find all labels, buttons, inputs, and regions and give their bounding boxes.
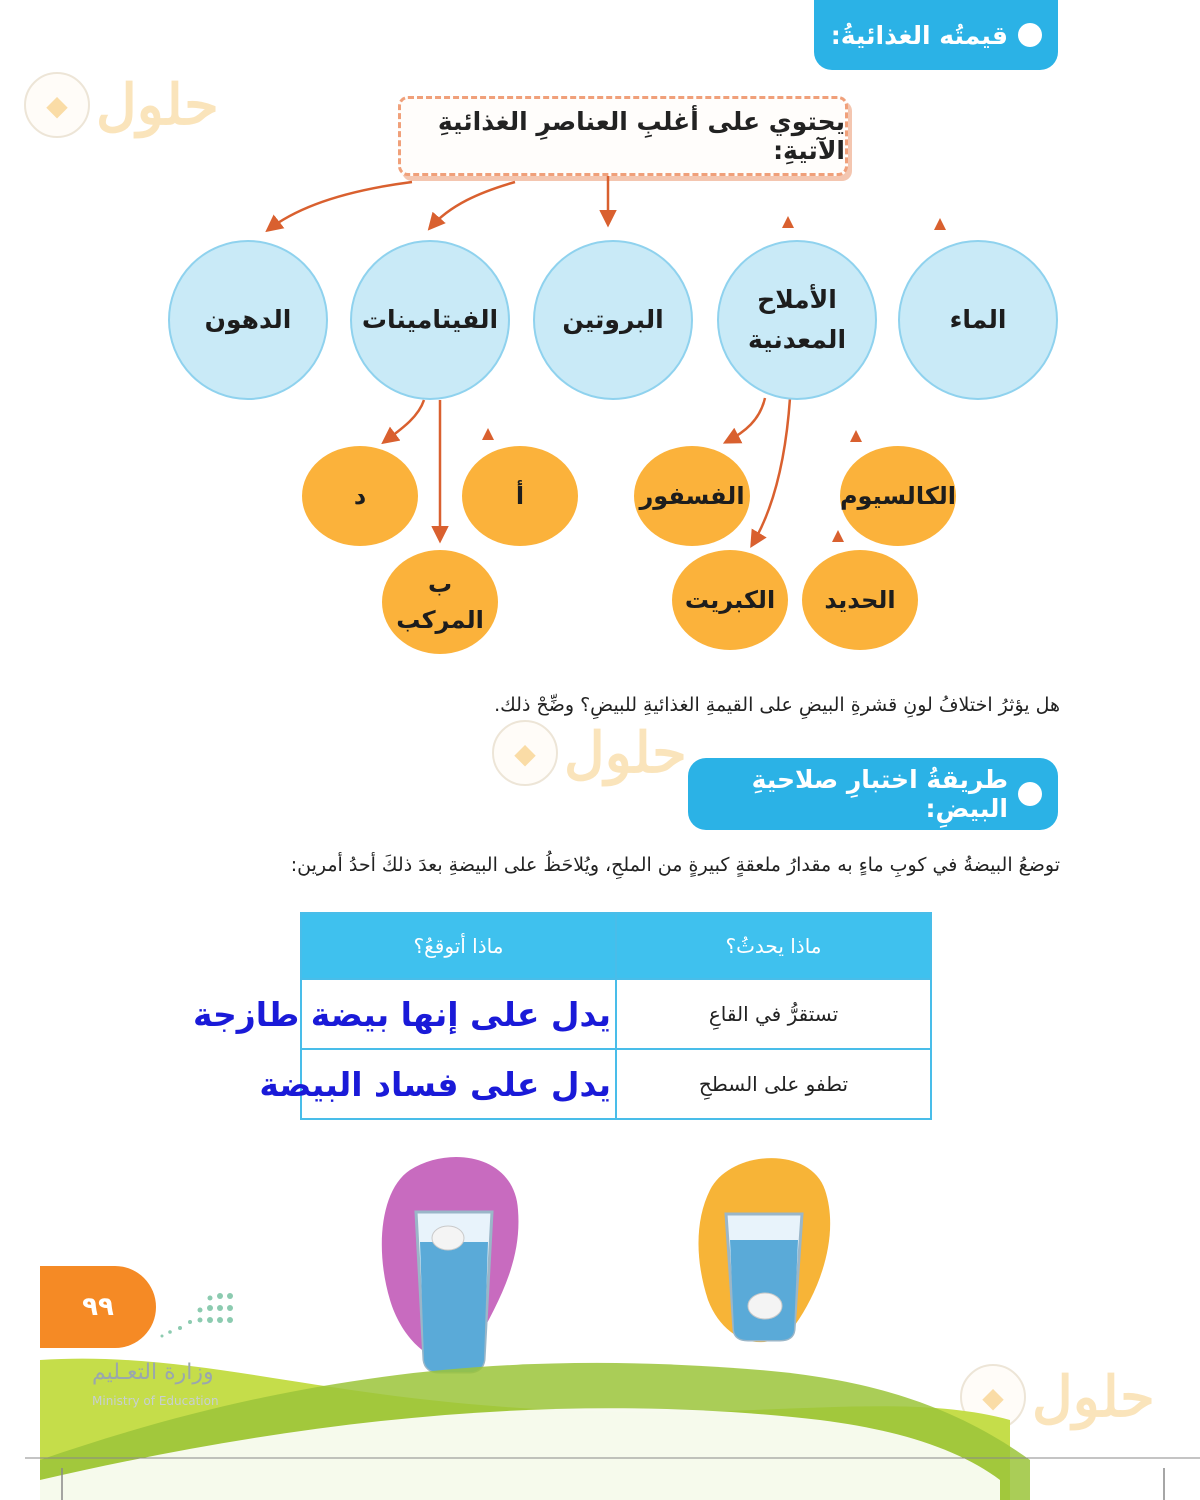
node-iron-label: الحديد <box>824 586 896 614</box>
table-row <box>301 979 931 1049</box>
diagram-header: يحتوي على أغلبِ العناصرِ الغذائيةِ الآتيةِ: <box>398 96 848 176</box>
node-calcium <box>840 446 956 546</box>
node-sulfur-label: الكبريت <box>684 586 776 614</box>
node-vitamin-b-label-2: المركب <box>396 606 484 634</box>
node-vitamin-a <box>462 446 578 546</box>
arrowhead-vit-a <box>482 428 494 440</box>
node-vitamin-b <box>382 550 498 654</box>
table-header-happens: ماذا يحدثُ؟ <box>616 913 931 979</box>
node-vitamins-label: الفيتامينات <box>361 305 499 334</box>
ministry-name-arabic: وزارة التعـليم <box>92 1360 214 1385</box>
table-cell-happens: تطفو على السطحِ <box>616 1049 931 1119</box>
node-protein <box>533 240 693 400</box>
node-vitamin-d <box>302 446 418 546</box>
page-number-badge <box>40 1266 156 1348</box>
node-vitamins <box>350 240 510 400</box>
arrow-to-calcium <box>726 398 765 442</box>
arrowhead-iron <box>832 530 844 542</box>
watermark-logo <box>24 72 219 138</box>
node-minerals-label-1: الأملاح <box>757 285 837 314</box>
bullet-dot-icon <box>1018 782 1042 806</box>
node-vitamin-b-label-1: ب <box>427 570 453 598</box>
instruction-text: توضعُ البيضةُ في كوبِ ماءٍ به مقدارُ ملعقةٍ كبيرةٍ من الملحِ، ويُلاحَظُ على البيضةِ بعدَ ذلكَ أحدُ أمرين: <box>290 854 1060 876</box>
watermark-book-icon: ◆ <box>960 1364 1026 1430</box>
watermark-book-icon: ◆ <box>492 720 558 786</box>
table-row <box>301 1049 931 1119</box>
node-phosphorus <box>634 446 750 546</box>
arrow-to-sulfur <box>752 398 790 545</box>
table-header-expect: ماذا أتوقعُ؟ <box>301 913 616 979</box>
arrowhead-water <box>934 218 946 230</box>
page-number: ٩٩ <box>82 1292 114 1322</box>
egg-test-table <box>193 912 932 1120</box>
arrow-to-fats <box>268 182 412 230</box>
arrow-to-vitamins <box>430 182 515 228</box>
watermark-text: حلول <box>564 720 687 786</box>
node-water <box>898 240 1058 400</box>
node-vitamin-a-label: أ <box>515 482 525 510</box>
node-minerals-label-2: المعدنية <box>747 325 847 354</box>
table-header-row <box>301 913 931 979</box>
node-vitamin-d-label: د <box>353 482 367 510</box>
egg-sinking-glass-illustration <box>690 1150 840 1350</box>
node-sulfur <box>672 550 788 650</box>
node-water-label: الماء <box>949 305 1007 334</box>
question-text: هل يؤثرُ اختلافُ لونِ قشرةِ البيضِ على القيمةِ الغذائيةِ للبيضِ؟ وضِّحْ ذلك. <box>494 694 1060 716</box>
node-minerals <box>717 240 877 400</box>
node-fats <box>168 240 328 400</box>
footer-green-wave <box>0 1330 1200 1500</box>
arrowhead-calcium <box>850 430 862 442</box>
section-title-egg-test <box>688 758 1058 830</box>
node-iron <box>802 550 918 650</box>
node-calcium-label: الكالسيوم <box>839 482 957 510</box>
watermark-logo <box>492 720 687 786</box>
node-phosphorus-label: الفسفور <box>639 482 745 510</box>
section-title-text: قيمتُه الغذائيةُ: <box>830 20 1008 50</box>
section-title-text: طريقةُ اختبارِ صلاحيةِ البيضِ: <box>751 765 1008 823</box>
arrow-to-vit-d <box>384 400 424 442</box>
node-protein-label: البروتين <box>562 305 664 334</box>
table-cell-answer: يدل على إنها بيضة طازجة <box>301 979 616 1049</box>
ministry-name-english: Ministry of Education <box>92 1394 219 1408</box>
node-fats-label: الدهون <box>204 305 292 334</box>
watermark-book-icon: ◆ <box>24 72 90 138</box>
ministry-dots-logo-icon <box>150 1288 240 1348</box>
watermark-text: حلول <box>1032 1364 1155 1430</box>
table-cell-answer: يدل على فساد البيضة <box>301 1049 616 1119</box>
watermark-text: حلول <box>96 72 219 138</box>
arrowhead-minerals <box>782 216 794 228</box>
table-cell-happens: تستقرُّ في القاعِ <box>616 979 931 1049</box>
